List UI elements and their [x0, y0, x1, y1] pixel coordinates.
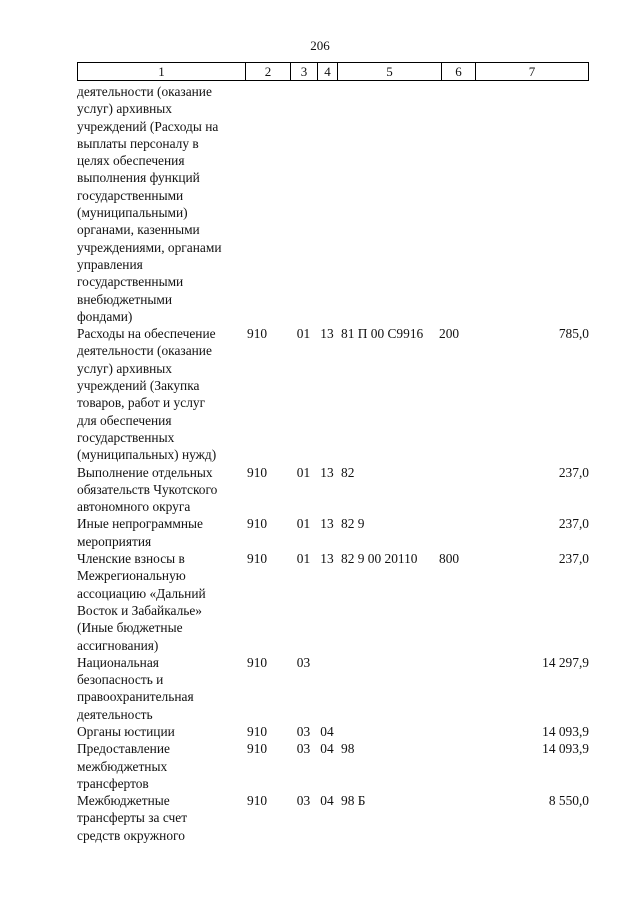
row-csr [337, 83, 437, 325]
row-ved [245, 83, 290, 325]
row-ved: 910 [247, 654, 268, 670]
row-rz: 01 [296, 326, 311, 342]
header-col-2: 2 [246, 63, 291, 80]
header-col-5: 5 [338, 63, 442, 80]
row-pr: 13 [320, 551, 334, 567]
row-vr [437, 515, 471, 550]
page-number: 206 [310, 38, 330, 53]
table-row [77, 515, 589, 550]
row-name: Органы юстиции [77, 723, 175, 739]
row-pr: 04 [320, 741, 334, 757]
row-name: Межбюджетные трансферты за счет средств окружного [77, 793, 188, 843]
row-sum: 14 093,9 [542, 723, 589, 739]
header-col-3: 3 [291, 63, 318, 80]
row-vr [437, 792, 471, 844]
row-vr: 800 [439, 551, 460, 567]
table-header [77, 62, 589, 81]
row-rz: 01 [296, 464, 311, 480]
row-rz: 01 [296, 516, 311, 532]
row-name: Членские взносы в Межрегиональную ассоциацию «Дальний Восток и Забайкалье» (Иные бюджетные ассигнования) [77, 551, 206, 653]
row-csr: 82 9 [341, 516, 365, 532]
table-row [77, 83, 589, 325]
row-csr: 82 [341, 464, 355, 480]
header-col-7: 7 [528, 64, 536, 79]
row-csr: 98 [341, 741, 355, 757]
row-sum: 14 297,9 [542, 654, 589, 670]
row-ved: 910 [247, 741, 268, 757]
row-rz [290, 83, 317, 325]
row-sum: 8 550,0 [548, 793, 589, 809]
row-rz: 01 [296, 551, 311, 567]
table-body [77, 83, 589, 844]
row-vr [437, 723, 471, 740]
row-csr [337, 654, 437, 723]
row-pr: 13 [320, 464, 334, 480]
table-row [77, 723, 589, 740]
row-name: деятельности (оказание услуг) архивных учреждений (Расходы на выплаты персоналу в целях обеспечения выполнения функций государственными (муниципальными) органами, казенными учреждениями, органами управления государственными внебюджетными фондами) [77, 84, 222, 324]
row-sum [471, 83, 589, 325]
row-csr: 82 9 00 20110 [341, 551, 418, 567]
row-rz: 03 [296, 654, 311, 670]
row-rz: 03 [296, 723, 311, 739]
row-sum: 14 093,9 [542, 741, 589, 757]
row-rz: 03 [296, 741, 311, 757]
row-csr: 81 П 00 С9916 [341, 326, 424, 342]
row-ved: 910 [247, 723, 268, 739]
table-row [77, 654, 589, 723]
row-sum: 237,0 [558, 464, 589, 480]
row-ved: 910 [247, 326, 268, 342]
row-vr [437, 464, 471, 516]
header-col-4: 4 [318, 63, 338, 80]
row-pr [317, 654, 337, 723]
row-name: Предоставление межбюджетных трансфертов [77, 741, 170, 791]
row-pr: 13 [320, 326, 334, 342]
row-pr: 04 [320, 723, 334, 739]
row-ved: 910 [247, 464, 268, 480]
row-ved: 910 [247, 516, 268, 532]
row-rz: 03 [296, 793, 311, 809]
header-col-1: 1 [78, 63, 246, 80]
row-name: Расходы на обеспечение деятельности (оказание услуг) архивных учреждений (Закупка товаров, работ и услуг для обеспечения государственных (муниципальных) нужд) [77, 326, 217, 463]
table-row [77, 550, 589, 654]
row-vr [437, 654, 471, 723]
row-vr: 200 [439, 326, 460, 342]
row-pr [317, 83, 337, 325]
row-csr [337, 723, 437, 740]
row-name: Национальная безопасность и правоохранительная деятельность [77, 654, 194, 722]
row-csr: 98 Б [341, 793, 366, 809]
table-row [77, 740, 589, 792]
row-vr [437, 83, 471, 325]
table-row [77, 792, 589, 844]
row-pr: 13 [320, 516, 334, 532]
table-row [77, 464, 589, 516]
row-sum: 237,0 [558, 551, 589, 567]
row-name: Выполнение отдельных обязательств Чукотского автономного округа [77, 464, 218, 515]
row-pr: 04 [320, 793, 334, 809]
row-vr [437, 740, 471, 792]
header-col-6: 6 [442, 63, 476, 80]
row-sum: 785,0 [558, 326, 589, 342]
table-row [77, 325, 589, 463]
row-sum: 237,0 [558, 516, 589, 532]
row-name: Иные непрограммные мероприятия [77, 516, 203, 549]
row-ved: 910 [247, 793, 268, 809]
row-ved: 910 [247, 551, 268, 567]
